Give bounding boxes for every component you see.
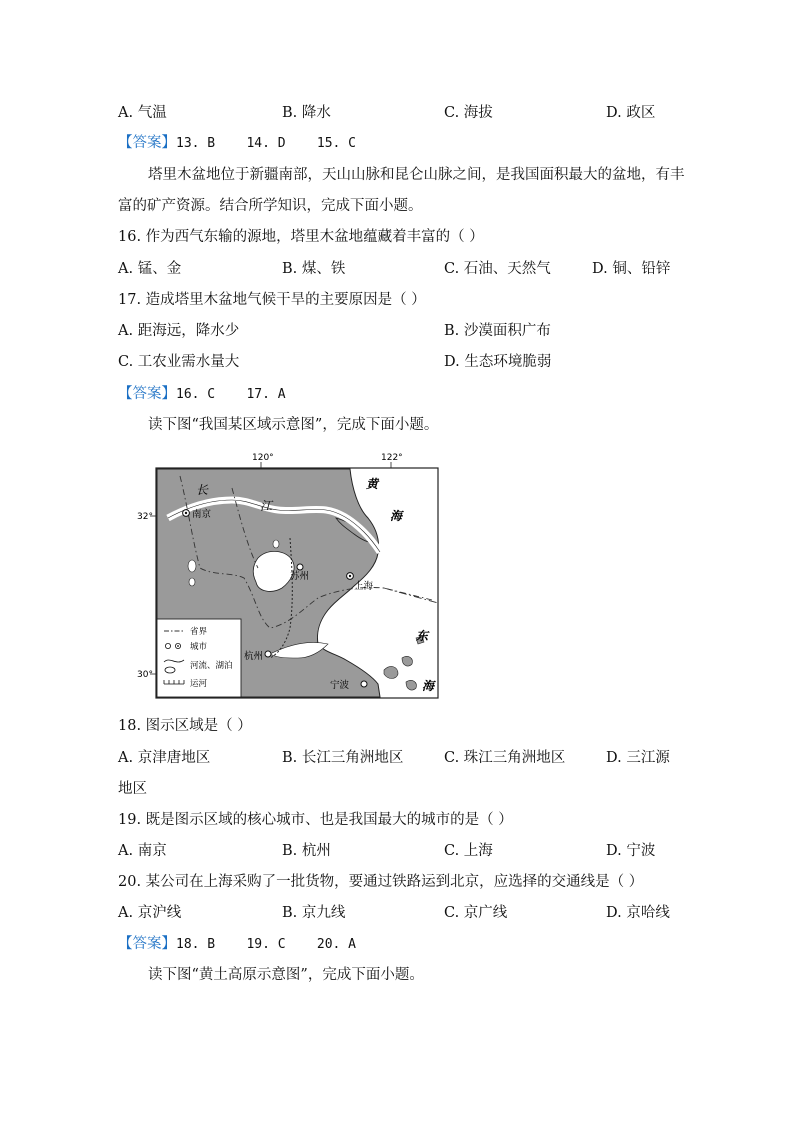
- q18-option-d-continued: 地区: [118, 781, 147, 797]
- city-marker-dot: [185, 512, 187, 514]
- legend-city-symbol: [165, 643, 170, 648]
- lat-label-32: 32°: [137, 512, 153, 522]
- label-hai-2: 海: [422, 679, 435, 693]
- answer-text: 16. C 17. A: [176, 387, 286, 402]
- q16-option-c: C. 石油、天然气: [444, 261, 551, 277]
- q17-option-a: A. 距海远，降水少: [118, 323, 240, 339]
- answer-text: 13. B 14. D 15. C: [176, 136, 357, 151]
- q16-option-a: A. 锰、金: [118, 261, 182, 277]
- lake: [273, 540, 279, 548]
- label-huang: 黄: [366, 477, 379, 491]
- label-nanjing: 南京: [192, 509, 212, 520]
- q17-stem: 17. 造成塔里木盆地气候干旱的主要原因是（ ）: [118, 292, 426, 308]
- q20-option-a: A. 京沪线: [118, 905, 182, 921]
- label-ningbo: 宁波: [330, 680, 350, 691]
- lake: [189, 578, 195, 586]
- q18-option-d: D. 三江源: [606, 750, 670, 766]
- q15-option-d: D. 政区: [606, 105, 656, 121]
- q19-option-a: A. 南京: [118, 843, 167, 859]
- answer-text: 18. B 19. C 20. A: [176, 937, 357, 952]
- q15-option-c: C. 海拔: [444, 105, 493, 121]
- q16-option-d: D. 铜、铅锌: [592, 261, 671, 277]
- q19-option-d: D. 宁波: [606, 843, 656, 859]
- city-marker-hangzhou: [265, 651, 271, 657]
- q17-option-b: B. 沙漠面积广布: [444, 323, 551, 339]
- lake: [188, 560, 196, 572]
- legend-province-label: 省界: [190, 627, 208, 637]
- legend-city-dot: [177, 645, 179, 647]
- answer-line-2: [118, 384, 286, 405]
- q17-option-d: D. 生态环境脆弱: [444, 354, 552, 370]
- answer-line-1: [118, 133, 356, 154]
- answer-tag: 【答案】: [118, 936, 176, 952]
- q19-stem: 19. 既是图示区域的核心城市、也是我国最大的城市的是（ ）: [118, 812, 513, 828]
- q18-option-c: C. 珠江三角洲地区: [444, 750, 566, 766]
- q16-stem: 16. 作为西气东输的源地，塔里木盆地蕴藏着丰富的（ ）: [118, 229, 484, 245]
- q20-stem: 20. 某公司在上海采购了一批货物，要通过铁路运到北京，应选择的交通线是（ ）: [118, 874, 644, 890]
- label-hangzhou: 杭州: [244, 651, 264, 662]
- q16-option-b: B. 煤、铁: [282, 261, 346, 277]
- passage3: 读下图“黄土高原示意图”，完成下面小题。: [148, 967, 424, 983]
- label-suzhou: 苏州: [290, 571, 310, 582]
- passage1-line1: 塔里木盆地位于新疆南部，天山山脉和昆仑山脉之间，是我国面积最大的盆地，有丰: [148, 167, 685, 183]
- label-hai-1: 海: [390, 509, 403, 523]
- q18-option-b: B. 长江三角洲地区: [282, 750, 404, 766]
- q20-option-b: B. 京九线: [282, 905, 346, 921]
- q15-option-b: B. 降水: [282, 105, 331, 121]
- lon-label-122: 122°: [381, 453, 403, 463]
- q15-option-a: A. 气温: [118, 105, 167, 121]
- map-legend: [157, 619, 241, 697]
- legend-river-label: 河流、湖泊: [190, 661, 233, 671]
- q18-option-a: A. 京津唐地区: [118, 750, 211, 766]
- label-jiang: 江: [260, 499, 273, 513]
- label-dong: 东: [416, 629, 429, 643]
- city-marker-ningbo: [361, 681, 367, 687]
- passage1-line2: 富的矿产资源。结合所学知识，完成下面小题。: [118, 198, 423, 214]
- answer-line-3: [118, 934, 356, 955]
- q18-stem: 18. 图示区域是（ ）: [118, 718, 252, 734]
- answer-tag: 【答案】: [118, 135, 176, 151]
- legend-lake-symbol: [165, 667, 175, 673]
- island: [384, 667, 398, 679]
- q19-option-b: B. 杭州: [282, 843, 331, 859]
- q20-option-c: C. 京广线: [444, 905, 508, 921]
- region-map: [137, 448, 445, 703]
- lon-label-120: 120°: [252, 453, 274, 463]
- legend-canal-label: 运河: [190, 679, 208, 689]
- city-marker-suzhou: [297, 564, 303, 570]
- lat-label-30: 30°: [137, 670, 153, 680]
- q20-option-d: D. 京哈线: [606, 905, 670, 921]
- passage2: 读下图“我国某区域示意图”，完成下面小题。: [148, 417, 439, 433]
- label-shanghai: 上海: [354, 581, 374, 592]
- city-marker-dot: [349, 575, 351, 577]
- q19-option-c: C. 上海: [444, 843, 493, 859]
- legend-city-label: 城市: [190, 642, 208, 652]
- label-chang: 长: [196, 483, 209, 497]
- answer-tag: 【答案】: [118, 386, 176, 402]
- q17-option-c: C. 工农业需水量大: [118, 354, 240, 370]
